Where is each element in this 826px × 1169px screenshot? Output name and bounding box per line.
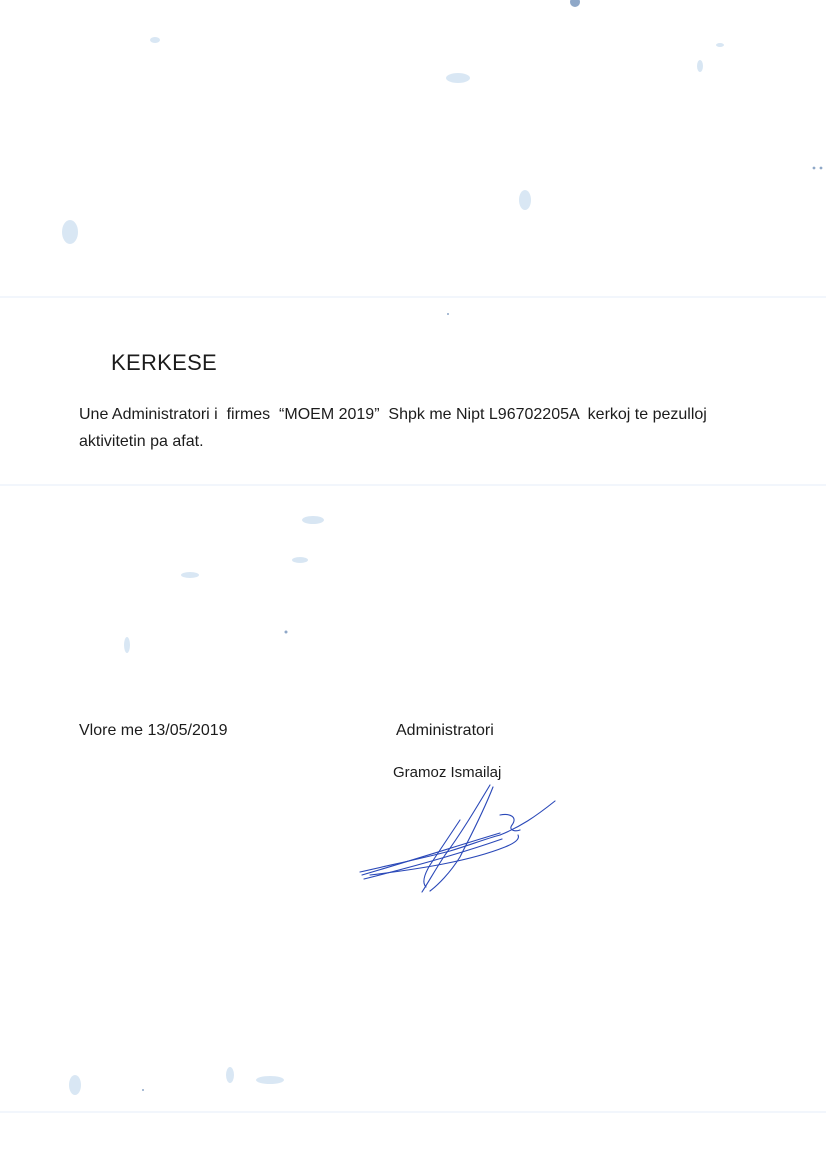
request-body: Une Administratori i firmes “MOEM 2019” Shpk me Nipt L96702205A kerkoj te pezulloj aktivitetin pa afat. <box>79 406 712 450</box>
signer-role: Administratori <box>396 722 494 739</box>
place-and-date: Vlore me 13/05/2019 <box>79 722 228 739</box>
document-title: KERKESE <box>111 350 218 375</box>
signer-name: Gramoz Ismailaj <box>393 764 502 781</box>
handwritten-signature <box>350 775 565 900</box>
